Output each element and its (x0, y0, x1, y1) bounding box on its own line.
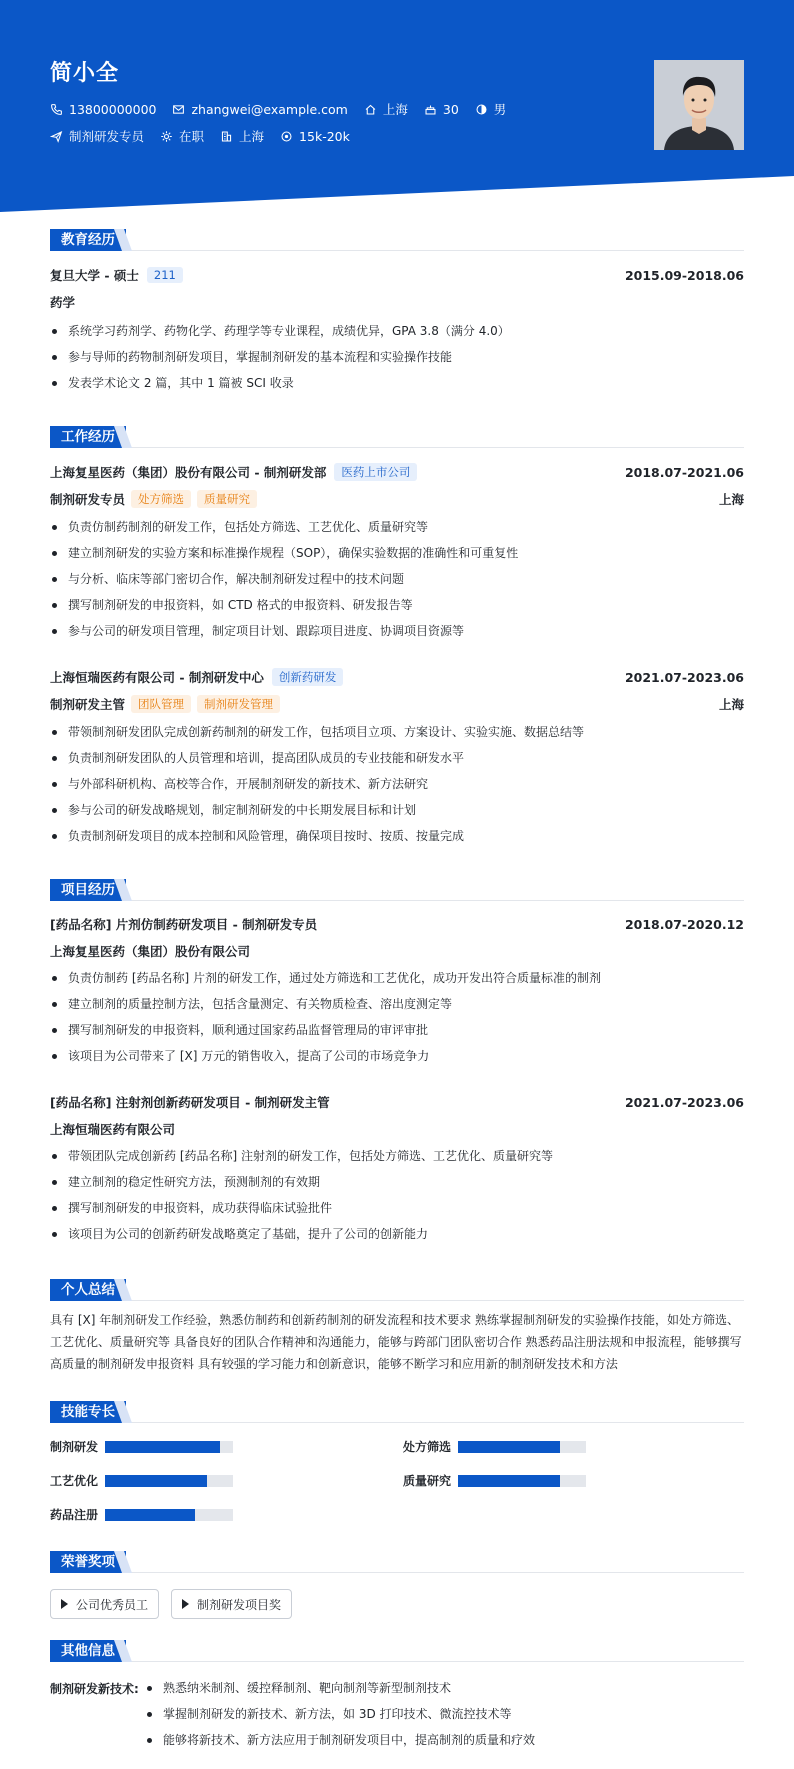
projects-header (50, 879, 744, 901)
project-title: [药品名称] 片剂仿制药研发项目 - 制剂研发专员 (50, 917, 318, 932)
work-entry-2-role (50, 695, 744, 713)
projects-section (50, 879, 744, 1241)
project-2-bullets (50, 1146, 744, 1250)
education-entry-header (50, 266, 744, 284)
work-entry-1-bullets (50, 517, 744, 647)
list-item: 能够将新技术、新方法应用于制剂研发项目中，提高制剂的质量和疗效 (145, 1730, 744, 1756)
other-label: 制剂研发新技术: (50, 1682, 139, 1696)
awards-section (50, 1551, 744, 1612)
target-city-text: 上海 (239, 129, 265, 144)
company-tag: 医药上市公司 (334, 463, 417, 481)
project-1-bullets (50, 968, 744, 1072)
award-name: 制剂研发项目奖 (197, 1597, 282, 1612)
skill-item (403, 1438, 586, 1455)
send-icon (50, 130, 63, 143)
company-name: 上海恒瑞医药有限公司 - 制剂研发中心 (50, 670, 264, 685)
mail-icon (172, 103, 185, 116)
list-item: 负责制剂研发项目的成本控制和风险管理，确保项目按时、按质、按量完成 (50, 826, 744, 852)
summary-header (50, 1279, 744, 1301)
skill-name: 质量研究 (403, 1474, 452, 1488)
gender-text: 男 (493, 102, 507, 117)
list-item: 与分析、临床等部门密切合作，解决制剂研发过程中的技术问题 (50, 569, 744, 595)
skill-bar-fill (458, 1441, 560, 1453)
education-bullets (50, 321, 744, 399)
list-item: 该项目为公司的创新药研发战略奠定了基础，提升了公司的创新能力 (50, 1224, 744, 1250)
award-item (50, 1589, 159, 1619)
summary-line: 工艺优化、质量研究等 具备良好的团队合作精神和沟通能力，能够与跨部门团队密切合作 熟悉药品注册法规和申报流程，能够撰写 (50, 1335, 742, 1349)
section-title: 项目经历 (50, 879, 126, 901)
phone-info (50, 102, 156, 117)
education-header (50, 229, 744, 251)
role-name: 制剂研发主管 (50, 697, 126, 712)
skills-section (50, 1401, 744, 1522)
summary-line: 高质量的制剂研发申报资料 具有较强的学习能力和创新意识，能够不断学习和应用新的制剂研发技术和方法 (50, 1357, 618, 1371)
project-1-company (50, 942, 744, 960)
work-city: 上海 (718, 697, 744, 712)
skill-item (50, 1506, 233, 1523)
skill-bar (458, 1441, 586, 1453)
gender-icon (475, 103, 488, 116)
award-item (171, 1589, 292, 1619)
skill-name: 工艺优化 (50, 1474, 99, 1488)
phone-text: 13800000000 (69, 101, 157, 117)
salary-info (280, 129, 350, 144)
section-title: 个人总结 (50, 1279, 126, 1301)
list-item: 与外部科研机构、高校等合作，开展制剂研发的新技术、新方法研究 (50, 774, 744, 800)
role-name: 制剂研发专员 (50, 492, 126, 507)
city-info (364, 100, 408, 118)
avatar (654, 60, 744, 150)
school-name: 复旦大学 - 硕士 (50, 268, 139, 283)
section-title: 其他信息 (50, 1640, 126, 1662)
list-item: 系统学习药剂学、药物化学、药理学等专业课程，成绩优异，GPA 3.8（满分 4.0） (50, 321, 744, 347)
work-date: 2018.07-2021.06 (624, 464, 744, 480)
work-entry-1-header (50, 463, 744, 481)
work-entry-2-header (50, 668, 744, 686)
coin-icon (280, 130, 293, 143)
list-item: 带领团队完成创新药 [药品名称] 注射剂的研发工作，包括处方筛选、工艺优化、质量研究等 (50, 1146, 744, 1172)
list-item: 该项目为公司带来了 [X] 万元的销售收入，提高了公司的市场竞争力 (50, 1046, 744, 1072)
project-company: 上海恒瑞医药有限公司 (50, 1122, 176, 1137)
candidate-name: 简小全 (50, 61, 120, 86)
resume-header (0, 0, 794, 212)
major-row (50, 293, 744, 311)
play-icon (61, 1599, 68, 1609)
award-name: 公司优秀员工 (76, 1597, 149, 1612)
summary-text (50, 1309, 744, 1375)
project-date: 2021.07-2023.06 (624, 1094, 744, 1110)
list-item: 负责制剂研发团队的人员管理和培训，提高团队成员的专业技能和研发水平 (50, 748, 744, 774)
list-item: 负责仿制药制剂的研发工作，包括处方筛选、工艺优化、质量研究等 (50, 517, 744, 543)
skill-bar-fill (105, 1509, 195, 1521)
skill-tag: 制剂研发管理 (197, 695, 280, 713)
company-name: 上海复星医药（集团）股份有限公司 - 制剂研发部 (50, 465, 327, 480)
skill-bar (105, 1441, 233, 1453)
list-item: 掌握制剂研发的新技术、新方法，如 3D 打印技术、微流控技术等 (145, 1704, 744, 1730)
list-item: 参与公司的研发战略规划，制定制剂研发的中长期发展目标和计划 (50, 800, 744, 826)
position-text: 制剂研发专员 (69, 129, 145, 144)
work-date: 2021.07-2023.06 (624, 669, 744, 685)
awards-header (50, 1551, 744, 1573)
list-item: 参与导师的药物制剂研发项目，掌握制剂研发的基本流程和实验操作技能 (50, 347, 744, 373)
section-title: 工作经历 (50, 426, 126, 448)
skill-tag: 处方筛选 (131, 490, 191, 508)
building-icon (220, 130, 233, 143)
project-company: 上海复星医药（集团）股份有限公司 (50, 944, 251, 959)
salary-text: 15k-20k (299, 128, 350, 144)
list-item: 撰写制剂研发的申报资料，如 CTD 格式的申报资料、研发报告等 (50, 595, 744, 621)
work-city: 上海 (718, 492, 744, 507)
project-title: [药品名称] 注射剂创新药研发项目 - 制剂研发主管 (50, 1095, 330, 1110)
play-icon (182, 1599, 189, 1609)
other-bullets (145, 1678, 744, 1756)
skills-header (50, 1401, 744, 1423)
age-text: 30 (442, 101, 459, 117)
work-entry-1-role (50, 490, 744, 508)
work-entry-2-bullets (50, 722, 744, 852)
skill-name: 制剂研发 (50, 1440, 99, 1454)
contact-row (50, 100, 522, 118)
profile-photo (654, 60, 744, 150)
skill-bar-fill (105, 1475, 207, 1487)
skill-bar (105, 1509, 233, 1521)
section-title: 教育经历 (50, 229, 126, 251)
phone-icon (50, 103, 63, 116)
project-2-header (50, 1093, 744, 1111)
major-name: 药学 (50, 295, 76, 310)
skill-name: 药品注册 (50, 1508, 99, 1522)
skill-bar-fill (458, 1475, 560, 1487)
section-title: 技能专长 (50, 1401, 126, 1423)
list-item: 发表学术论文 2 篇，其中 1 篇被 SCI 收录 (50, 373, 744, 399)
target-city-info (220, 127, 264, 145)
work-section (50, 426, 744, 843)
skill-name: 处方筛选 (403, 1440, 452, 1454)
project-date: 2018.07-2020.12 (624, 916, 744, 932)
age-info (424, 102, 459, 117)
skill-tag: 团队管理 (131, 695, 191, 713)
email-text: zhangwei@example.com (191, 101, 348, 117)
gender-info (475, 100, 507, 118)
list-item: 熟悉纳米制剂、缓控释制剂、靶向制剂等新型制剂技术 (145, 1678, 744, 1704)
job-intent-row (50, 127, 366, 145)
city-text: 上海 (382, 102, 408, 117)
list-item: 撰写制剂研发的申报资料，顺利通过国家药品监督管理局的审评审批 (50, 1020, 744, 1046)
work-header (50, 426, 744, 448)
skill-bar-fill (105, 1441, 220, 1453)
skill-tag: 质量研究 (197, 490, 257, 508)
school-tag: 211 (147, 267, 183, 283)
skill-bar (458, 1475, 586, 1487)
list-item: 负责仿制药 [药品名称] 片剂的研发工作，通过处方筛选和工艺优化，成功开发出符合质量标准的制剂 (50, 968, 744, 994)
project-2-company (50, 1120, 744, 1138)
status-text: 在职 (179, 129, 205, 144)
list-item: 参与公司的研发项目管理，制定项目计划、跟踪项目进度、协调项目资源等 (50, 621, 744, 647)
other-header (50, 1640, 744, 1662)
cake-icon (424, 103, 437, 116)
list-item: 建立制剂的稳定性研究方法，预测制剂的有效期 (50, 1172, 744, 1198)
skill-item (50, 1472, 233, 1489)
list-item: 带领制剂研发团队完成创新药制剂的研发工作，包括项目立项、方案设计、实验实施、数据总结等 (50, 722, 744, 748)
summary-line: 具有 [X] 年制剂研发工作经验，熟悉仿制药和创新药制剂的研发流程和技术要求 熟练掌握制剂研发的实验操作技能，如处方筛选、 (50, 1313, 740, 1327)
other-section (50, 1640, 744, 1747)
position-info (50, 127, 144, 145)
skill-item (403, 1472, 586, 1489)
list-item: 撰写制剂研发的申报资料，成功获得临床试验批件 (50, 1198, 744, 1224)
project-1-header (50, 915, 744, 933)
company-tag: 创新药研发 (272, 668, 344, 686)
gear-icon (160, 130, 173, 143)
list-item: 建立制剂研发的实验方案和标准操作规程（SOP），确保实验数据的准确性和可重复性 (50, 543, 744, 569)
list-item: 建立制剂的质量控制方法，包括含量测定、有关物质检查、溶出度测定等 (50, 994, 744, 1020)
section-title: 荣誉奖项 (50, 1551, 126, 1573)
home-icon (364, 103, 377, 116)
skill-bar (105, 1475, 233, 1487)
education-date: 2015.09-2018.06 (624, 267, 744, 283)
skill-item (50, 1438, 233, 1455)
status-info (160, 127, 204, 145)
email-info (172, 102, 347, 117)
summary-section (50, 1279, 744, 1371)
education-section (50, 229, 744, 390)
